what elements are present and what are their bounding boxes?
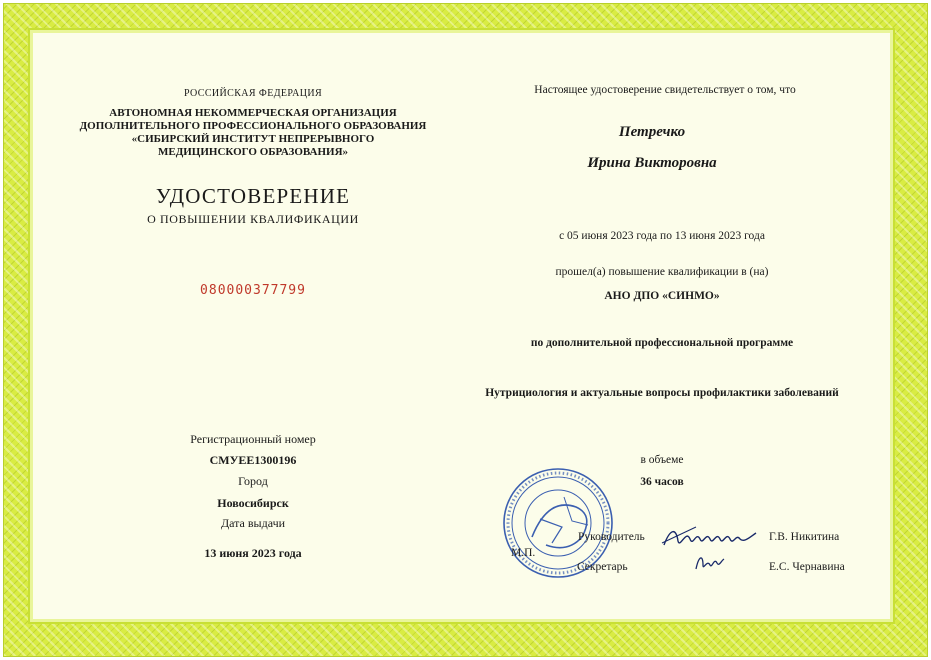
qualification-statement: прошел(а) повышение квалификации в (на): [555, 266, 769, 278]
seal-place-label: М.П.: [511, 547, 536, 559]
serial-number: 080000377799: [200, 283, 306, 298]
org-name-line-3: «СИБИРСКИЙ ИНСТИТУТ НЕПРЕРЫВНОГО: [131, 133, 375, 145]
country-label: РОССИЙСКАЯ ФЕДЕРАЦИЯ: [183, 88, 323, 99]
registration-label: Регистрационный номер: [190, 432, 316, 446]
secretary-name: Е.С. Чернавина: [769, 561, 845, 573]
head-name: Г.В. Никитина: [769, 531, 840, 543]
issue-date-value: 13 июня 2023 года: [204, 546, 302, 560]
document-subtitle: О ПОВЫШЕНИИ КВАЛИФИКАЦИИ: [147, 212, 359, 226]
volume-label: в объеме: [640, 454, 684, 466]
training-period: с 05 июня 2023 года по 13 июня 2023 года: [559, 230, 765, 242]
org-name-line-1: АВТОНОМНАЯ НЕКОММЕРЧЕСКАЯ ОРГАНИЗАЦИЯ: [109, 107, 397, 119]
head-label: Руководитель: [578, 531, 645, 543]
secretary-label: Секретарь: [577, 561, 628, 573]
issue-date-label: Дата выдачи: [220, 516, 286, 530]
head-signature: [660, 521, 760, 553]
program-intro: по дополнительной профессиональной программе: [530, 337, 794, 349]
city-label: Город: [238, 474, 268, 488]
registration-number: СМУЕЕ1300196: [209, 453, 297, 467]
certificate-intro: Настоящее удостоверение свидетельствует о том, что: [534, 84, 796, 96]
volume-value: 36 часов: [640, 476, 684, 488]
institution-name: АНО ДПО «СИНМО»: [604, 290, 720, 302]
secretary-signature: [693, 551, 727, 575]
holder-surname: Петречко: [618, 124, 686, 140]
holder-given-names: Ирина Викторовна: [587, 155, 717, 171]
document-title: УДОСТОВЕРЕНИЕ: [155, 184, 351, 208]
org-name-line-4: МЕДИЦИНСКОГО ОБРАЗОВАНИЯ»: [157, 146, 349, 158]
program-name: Нутрициология и актуальные вопросы профилактики заболеваний: [485, 387, 839, 399]
city-value: Новосибирск: [217, 496, 289, 510]
org-name-line-2: ДОПОЛНИТЕЛЬНОГО ПРОФЕССИОНАЛЬНОГО ОБРАЗОВАНИЯ: [79, 120, 427, 132]
